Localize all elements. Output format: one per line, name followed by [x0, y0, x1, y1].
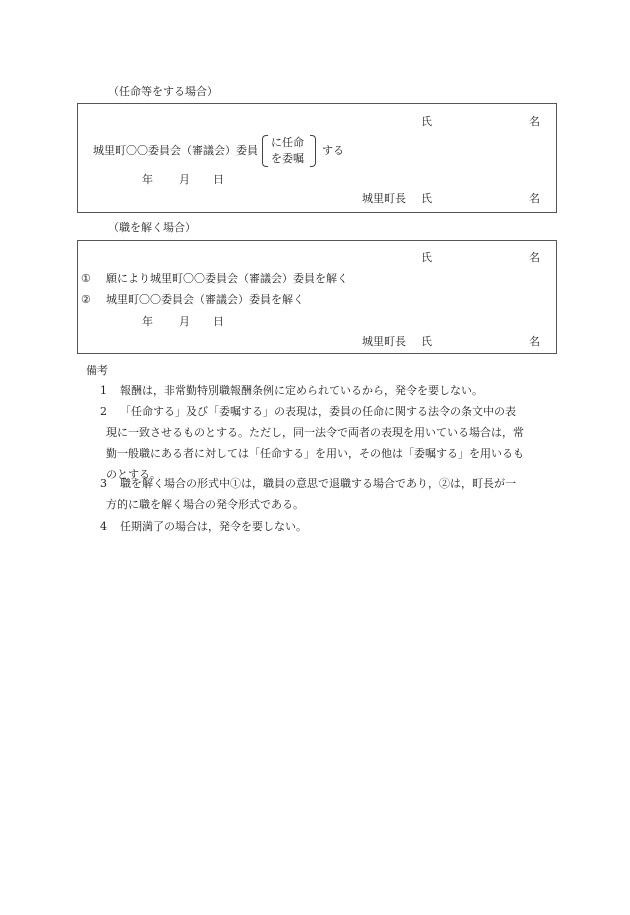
name-label: 名 [529, 251, 540, 264]
note-1-number: 1 [100, 384, 107, 397]
date-day: 日 [213, 315, 224, 328]
signer-name: 名 [529, 335, 540, 348]
note-3-text: 職を解く場合の形式中①は，職員の意思で退職する場合であり，②は，町長が一方的に職を解く場合の発令形式である。 [106, 477, 516, 511]
appointment-form-box [77, 103, 557, 213]
bracket-right [310, 135, 316, 167]
surname-label: 氏 [421, 115, 432, 128]
appointment-option-1: に任命 [271, 136, 304, 149]
note-4-text: 任期満了の場合は，発令を要しない。 [120, 520, 307, 533]
surname-label: 氏 [421, 251, 432, 264]
section2-heading: （職を解く場合） [108, 221, 196, 234]
dismissal-form-box [77, 240, 557, 354]
appointment-body-prefix: 城里町〇〇委員会（審議会）委員 [93, 144, 258, 157]
date-month: 月 [179, 173, 190, 186]
note-1-text: 報酬は，非常勤特別職報酬条例に定められているから，発令を要しない。 [120, 384, 483, 397]
note-2-number: 2 [100, 405, 107, 418]
signer-title: 城里町長 [362, 335, 406, 348]
item-1-marker: ① [81, 272, 91, 285]
signer-surname: 氏 [421, 335, 432, 348]
bracket-left [262, 135, 268, 167]
name-label: 名 [529, 115, 540, 128]
date-day: 日 [213, 173, 224, 186]
date-month: 月 [179, 315, 190, 328]
notes-heading: 備考 [86, 364, 108, 377]
note-3-number: 3 [100, 477, 107, 490]
item-2-text: 城里町〇〇委員会（審議会）委員を解く [106, 293, 304, 306]
appointment-body-suffix: する [322, 144, 344, 157]
signer-title: 城里町長 [362, 192, 406, 205]
date-year: 年 [142, 315, 153, 328]
appointment-option-2: を委嘱 [271, 152, 304, 165]
section1-heading: （任命等をする場合） [108, 85, 218, 98]
signer-surname: 氏 [421, 192, 432, 205]
note-4-number: 4 [100, 520, 107, 533]
note-2-text: 「任命する」及び「委嘱する」の表現は，委員の任命に関する法令の条文中の表現に一致させるものとする。ただし，同一法令で両者の表現を用いている場合は，常勤一般職にある者に対しては「任命する」を用い，その他は「委嘱する」を用いるものとする。 [106, 405, 524, 481]
item-1-text: 願により城里町〇〇委員会（審議会）委員を解く [106, 272, 348, 285]
date-year: 年 [142, 173, 153, 186]
signer-name: 名 [529, 192, 540, 205]
item-2-marker: ② [81, 293, 91, 306]
